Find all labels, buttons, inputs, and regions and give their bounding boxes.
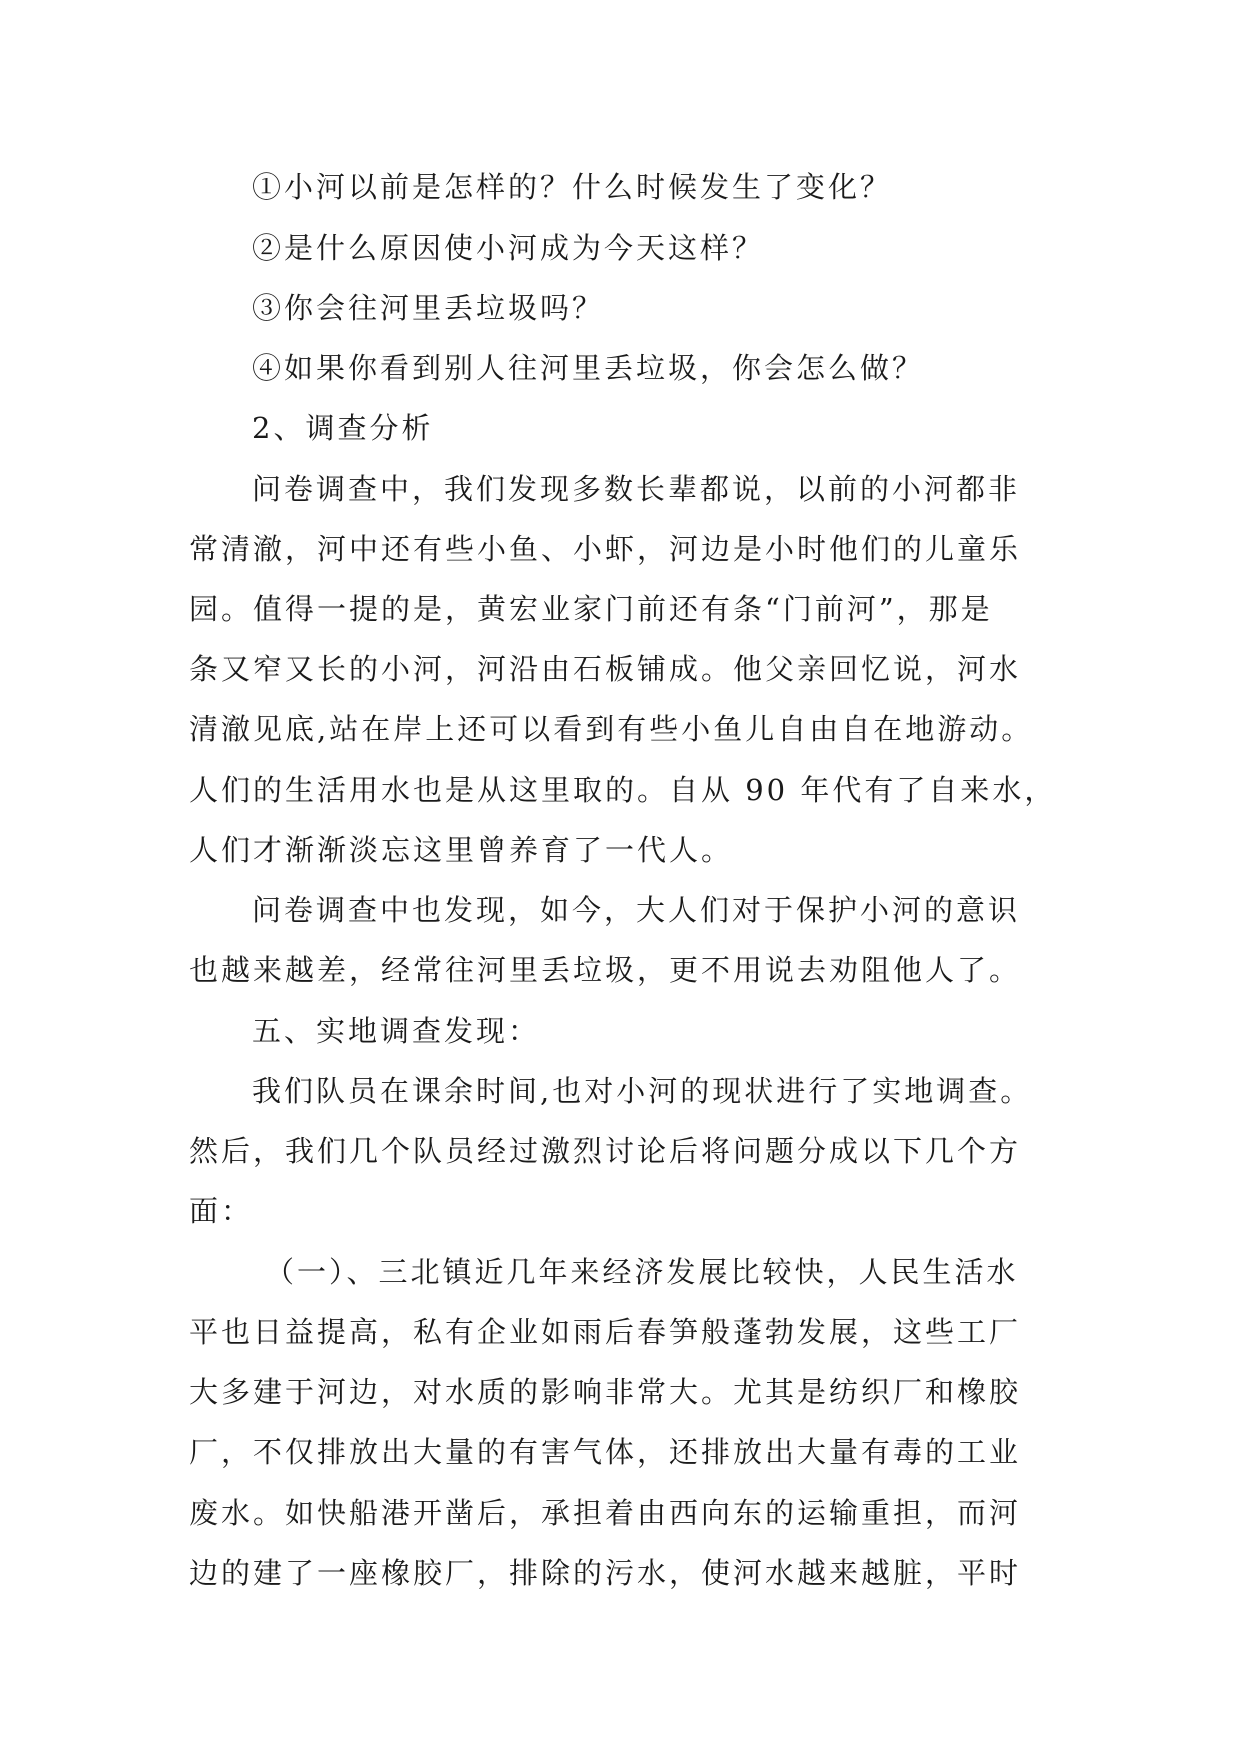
paragraph-line: 清澈见底,站在岸上还可以看到有些小鱼儿自由自在地游动。 [189, 712, 1034, 746]
survey-question-1: ①小河以前是怎样的？什么时候发生了变化？ [252, 170, 893, 204]
paragraph-line: 问卷调查中也发现，如今，大人们对于保护小河的意识 [252, 893, 1021, 927]
paragraph-line: 面： [189, 1194, 254, 1228]
paragraph-line: 人们才渐渐淡忘这里曾养育了一代人。 [189, 833, 734, 867]
paragraph-line: 大多建于河边，对水质的影响非常大。尤其是纺织厂和橡胶 [189, 1375, 1022, 1409]
paragraph-line: （一）、三北镇近几年来经济发展比较快，人民生活水 [265, 1255, 1019, 1289]
paragraph-line: 然后，我们几个队员经过激烈讨论后将问题分成以下几个方 [189, 1134, 1022, 1168]
paragraph-line: 常清澈，河中还有些小鱼、小虾，河边是小时他们的儿童乐 [189, 532, 1022, 566]
survey-question-2: ②是什么原因使小河成为今天这样？ [252, 231, 765, 265]
paragraph-line: 平也日益提高，私有企业如雨后春笋般蓬勃发展，这些工厂 [189, 1315, 1022, 1349]
section-heading-field-survey: 五、实地调查发现： [252, 1014, 541, 1048]
paragraph-line: 我们队员在课余时间,也对小河的现状进行了实地调查。 [252, 1074, 1033, 1108]
paragraph-line: 废水。如快船港开凿后，承担着由西向东的运输重担，而河 [189, 1496, 1022, 1530]
survey-question-3: ③你会往河里丢垃圾吗？ [252, 291, 605, 325]
paragraph-line: 问卷调查中，我们发现多数长辈都说，以前的小河都非 [252, 472, 1021, 506]
paragraph-line: 条又窄又长的小河，河沿由石板铺成。他父亲回忆说，河水 [189, 652, 1022, 686]
survey-question-4: ④如果你看到别人往河里丢垃圾，你会怎么做？ [252, 351, 925, 385]
section-heading-analysis: 2、调查分析 [252, 411, 434, 445]
paragraph-line: 也越来越差，经常往河里丢垃圾，更不用说去劝阻他人了。 [189, 953, 1022, 987]
paragraph-line: 厂，不仅排放出大量的有害气体，还排放出大量有毒的工业 [189, 1435, 1022, 1469]
paragraph-line: 边的建了一座橡胶厂，排除的污水，使河水越来越脏，平时 [189, 1556, 1022, 1590]
paragraph-line: 人们的生活用水也是从这里取的。自从 90 年代有了自来水， [189, 773, 1057, 807]
paragraph-line: 园。值得一提的是，黄宏业家门前还有条“门前河”，那是 [189, 592, 993, 626]
